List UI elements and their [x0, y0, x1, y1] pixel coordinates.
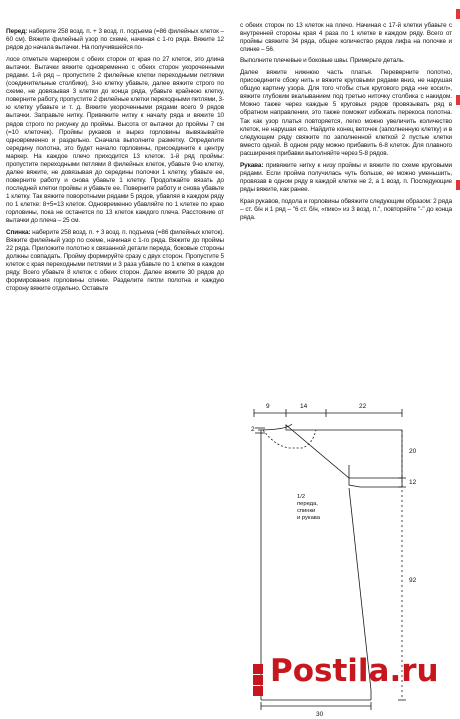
back-text: наберите 258 возд. п. + 3 возд. п. подъема (=86 филейных клеток). Вяжите филейный узор по схеме, начиная с 1-го ряда. Вяжите до проймы 22 ряда. Приложите полотно к связанной детали переда, боковые стороны должны совпадать. Пройму формируйте сразу с двух сторон. Пропустите 5 клеток с края переходными петлями и 3 раза убавьте по 1 клетке в каждом ряду. Всего убавьте 8 клеток с обеих сторон. Далее вяжите 30 рядов до формирования горловины спинки. Разделите петли полотна и каждую сторону вяжите отдельно. Оставьте	[6, 229, 224, 293]
dim-30: 30	[316, 711, 324, 718]
sleeves-text: привяжите нитку к низу проймы и вяжите по схеме круговыми рядами. Если пройма получилась чуть больше, ее можно уменьшить, провязав в одном ряду в каждой клетке не 2, а 1 возд. п. Последующие ряды вяжите, как ранее.	[240, 161, 452, 193]
piece-label-1: 1/2	[297, 494, 306, 500]
bodice-bottom	[349, 478, 402, 487]
dim-20: 20	[409, 448, 417, 455]
edging-text: Края рукавов, подола и горловины обвяжите следующим образом: 2 ряда – ст. б/н и 1 ряд – "6 ст. б/н, «пико» из 3 возд. п.", повторяйте "-" до конца ряда.	[240, 197, 452, 222]
skirt-text: Далее вяжите нижнюю часть платья. Переверните полотно, присоедините сбоку нить и вяжите круговыми рядами вниз, не нарушая общую картину узора. Для того чтобы стык кругового ряда «не косил», вяжите глубоким вкалыванием под третью ниточку столбика с накидом. Можно также через каждые 5 круговых рядов провязывать ряд в обратном направлении, это также поможет избежать перекоса полотна. Так как узор платья повторяется, легко можно увеличить количество клеток, не нарушая его. Найдите конец веточек (заполненную клетку) и в следующем ряду свяжите по заполненной клеткой 2 пустые клетки вместо одной. В одном ряду можно прибавить 6-8 клеток. Для плавного расширения прибавки выполняйте через 5-8 рядов.	[240, 69, 452, 157]
piece-label-3: спинки	[297, 508, 316, 514]
front-neckline-dashed	[263, 430, 316, 448]
neckline-curve	[258, 424, 292, 430]
front-continued-text: лосе отметьте маркером с обеих сторон от края по 27 клеток, это длина вытачки. Вытачки вяжите одновременно с обеих сторон укороченными рядами. 1-й ряд – пропустите 2 филейные клетки переходными петлями (соединительные столбики), 3-ю клетку убавьте, далее вяжите строго по схеме, не довязывая 3 клетки до конца ряда, убавьте крайнюю клетку, поверните работу, пропустите 2 филейные клетки переходными петлями, 3-ю клетку убавьте и т. д. Вяжите укороченными рядами всего 9 рядов вытачки. Заправьте нитку. Привяжите нитку к началу ряда и вяжите 10 рядов строго по рисунку до проймы. Высота от вытачки до проймы 7 см (=10 клеточек). Проймы рукавов и вырез горловины вывязывайте одновременно и раздельно. Сначала выполните разметку. Определите середину полотна, это будет начало горловины, присоедините к центру маркер. На каждое плечо приходится 13 клеток. 1-й ряд проймы: пропустите переходными петлями 8 филейных клеток, убавьте 9-ю клетку, далее вяжите, не довязывая до середины полочки 1 клетку, убавьте ее, поверните работу и снова убавьте 1 клетку. Продолжайте вязать до последней клетки проймы и убавьте ее. Поверните работу и снова убавьте 1 клетку. Так вяжите поворотными рядами 5 рядов, убавляя в каждом ряду по 1 клетке: 8+5=13 клеток. Одновременно убавляйте по 1 клетке по краю горловины, пока не останется по 13 клеток каждого плеча. Расстояние от вытачки до плеча – 25 см.	[6, 56, 225, 225]
dim-22: 22	[359, 403, 367, 410]
sleeves-heading: Рукава:	[240, 161, 264, 169]
dim-12: 12	[409, 479, 417, 486]
front-heading: Перед:	[6, 28, 28, 35]
dim-92: 92	[409, 577, 417, 584]
back-continued-text: с обеих сторон по 13 клеток на плечо. Начиная с 17-й клетки убавьте с внутренней стороны края 4 раза по 1 клетке в каждом ряду. Всего от проймы свяжите 34 ряда, общее количество рядов лифа на полочке и спинке – 56.	[240, 22, 452, 54]
watermark-logo-icon	[253, 664, 263, 696]
piece-label-2: переда,	[297, 501, 318, 507]
front-text: наберите 258 возд. п. + 3 возд. п. подъема (=86 филейных клеток – 60 см). Вяжите филейный узор по схеме, начиная с 1-го ряда. Вяжите 12 рядов до начала вытачки. На получившейся по-	[6, 28, 224, 52]
right-edge-strip	[456, 0, 460, 719]
seams-text: Выполните плечевые и боковые швы. Примерьте деталь.	[240, 57, 405, 65]
bodice-outline	[286, 425, 402, 478]
watermark: Postila.ru	[270, 653, 439, 689]
dim-2: 2	[251, 426, 255, 433]
back-heading: Спинка:	[6, 229, 31, 237]
dim-14: 14	[300, 403, 308, 410]
piece-label-4: и рукава	[297, 515, 321, 521]
dim-9: 9	[266, 403, 270, 410]
